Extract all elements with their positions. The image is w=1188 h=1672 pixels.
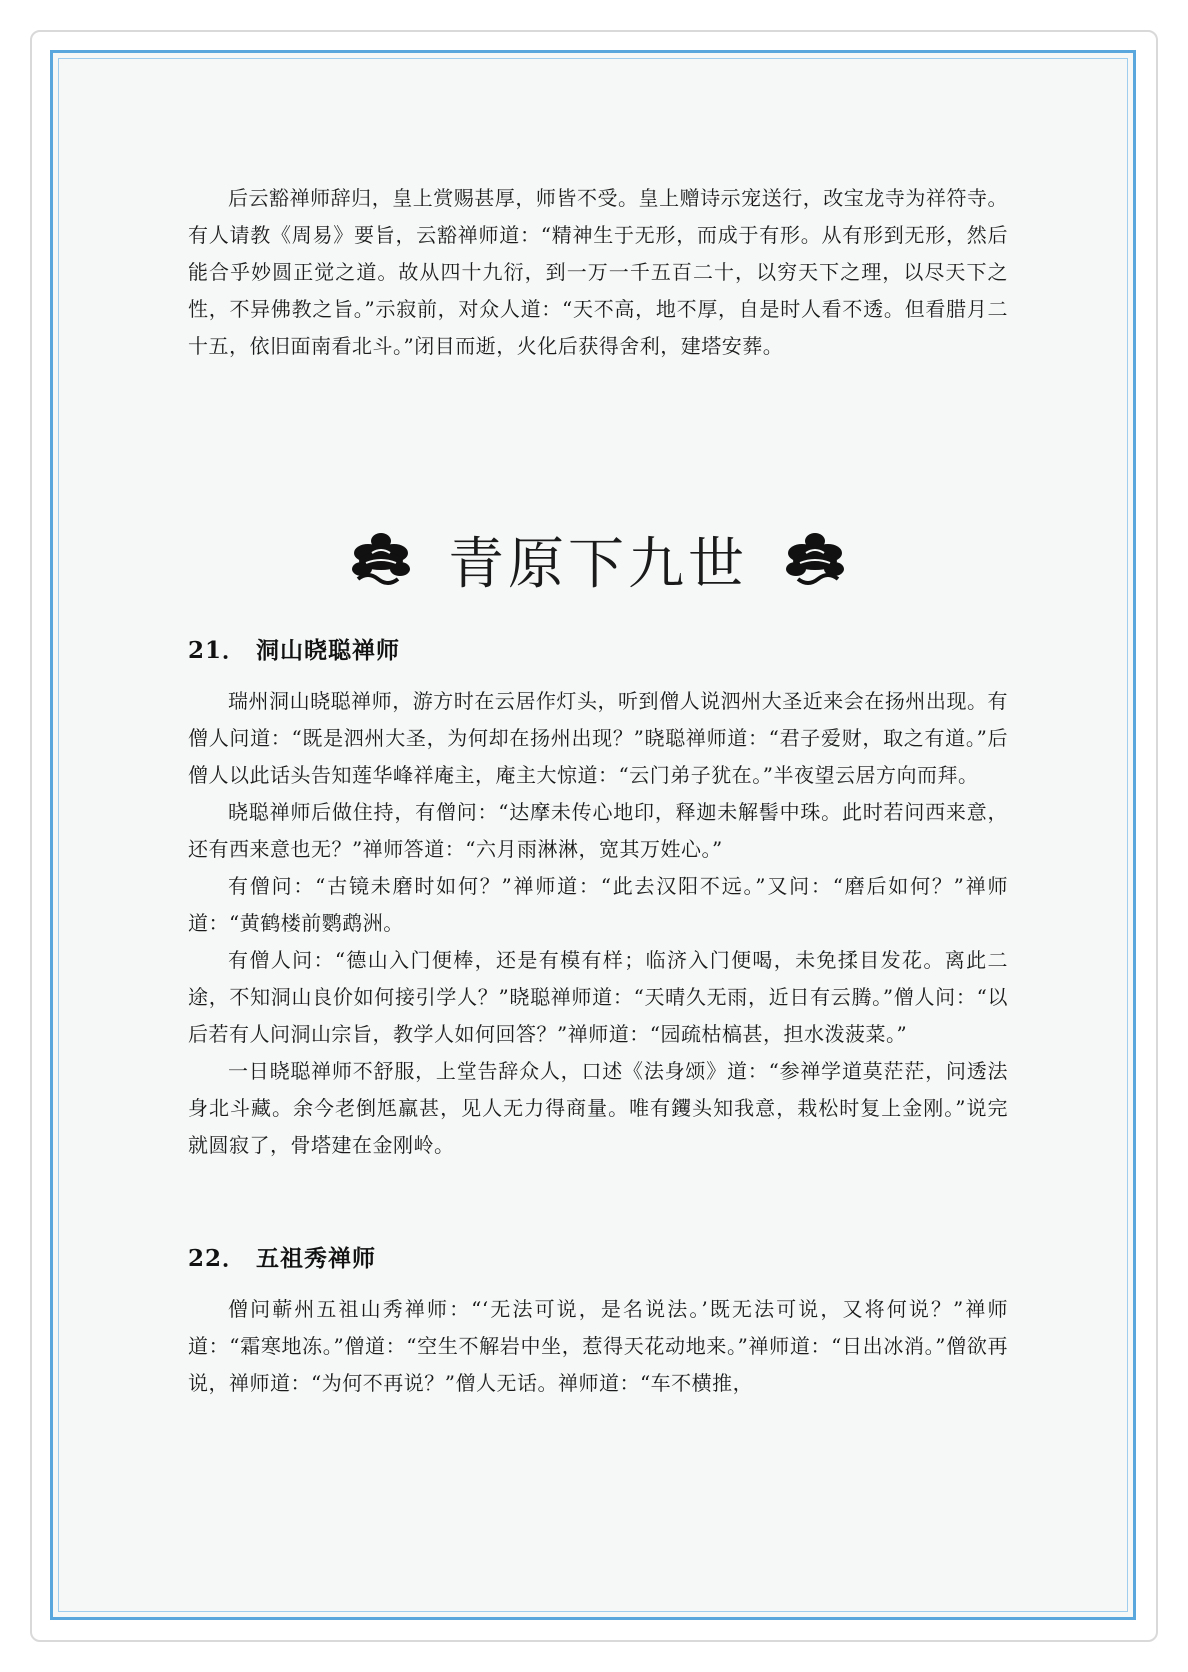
auspicious-cloud-icon: [782, 527, 848, 593]
section-title: 五祖秀禅师: [256, 1245, 377, 1272]
section-21: [188, 632, 1008, 1164]
chapter-title: 青原下九世: [448, 532, 748, 597]
section-number: 21．: [188, 637, 247, 664]
paragraph: 僧问蕲州五祖山秀禅师：“‘无法可说，是名说法。’既无法可说，又将何说？”禅师道：“霜寒地冻。”僧道：“空生不解岩中坐，惹得天花动地来。”禅师道：“日出冰消。”僧欲再说，禅师道：“为何不再说？”僧人无话。禅师道：“车不横推，: [188, 1297, 1008, 1395]
section-body: [188, 1291, 1008, 1402]
section-number: 22．: [188, 1245, 247, 1272]
auspicious-cloud-icon: [348, 527, 414, 593]
chapter-heading: [188, 520, 1008, 600]
paragraph: 晓聪禅师后做住持，有僧问：“达摩未传心地印，释迦未解髻中珠。此时若问西来意，还有西来意也无？”禅师答道：“六月雨淋淋，宽其万姓心。”: [188, 800, 1008, 861]
intro-section: [188, 180, 1008, 365]
paragraph: 有僧人问：“德山入门便棒，还是有模有样；临济入门便喝，未免揉目发花。离此二途，不知洞山良价如何接引学人？”晓聪禅师道：“天晴久无雨，近日有云腾。”僧人问：“以后若有人问洞山宗旨，教学人如何回答？”禅师道：“园疏枯槁甚，担水泼菠菜。”: [188, 948, 1008, 1046]
section-22: [188, 1240, 1008, 1402]
section-title: 洞山晓聪禅师: [256, 637, 401, 664]
section-heading: [188, 1240, 1008, 1273]
paragraph: 一日晓聪禅师不舒服，上堂告辞众人，口述《法身颂》道：“参禅学道莫茫茫，问透法身北斗藏。余今老倒尪羸甚，见人无力得商量。唯有钁头知我意，栽松时复上金刚。”说完就圆寂了，骨塔建在金刚岭。: [188, 1059, 1008, 1157]
section-heading: [188, 632, 1008, 665]
intro-paragraph: 后云豁禅师辞归，皇上赏赐甚厚，师皆不受。皇上赠诗示宠送行，改宝龙寺为祥符寺。有人请教《周易》要旨，云豁禅师道：“精神生于无形，而成于有形。从有形到无形，然后能合乎妙圆正觉之道。故从四十九衍，到一万一千五百二十，以穷天下之理，以尽天下之性，不异佛教之旨。”示寂前，对众人道：“天不高，地不厚，自是时人看不透。但看腊月二十五，依旧面南看北斗。”闭目而逝，火化后获得舍利，建塔安葬。: [188, 186, 1008, 358]
paragraph: 有僧问：“古镜未磨时如何？”禅师道：“此去汉阳不远。”又问：“磨后如何？”禅师道：“黄鹤楼前鹦鹉洲。: [188, 874, 1008, 935]
section-body: [188, 683, 1008, 1164]
paragraph: 瑞州洞山晓聪禅师，游方时在云居作灯头，听到僧人说泗州大圣近来会在扬州出现。有僧人问道：“既是泗州大圣，为何却在扬州出现？”晓聪禅师道：“君子爱财，取之有道。”后僧人以此话头告知莲华峰祥庵主，庵主大惊道：“云门弟子犹在。”半夜望云居方向而拜。: [188, 689, 1008, 787]
